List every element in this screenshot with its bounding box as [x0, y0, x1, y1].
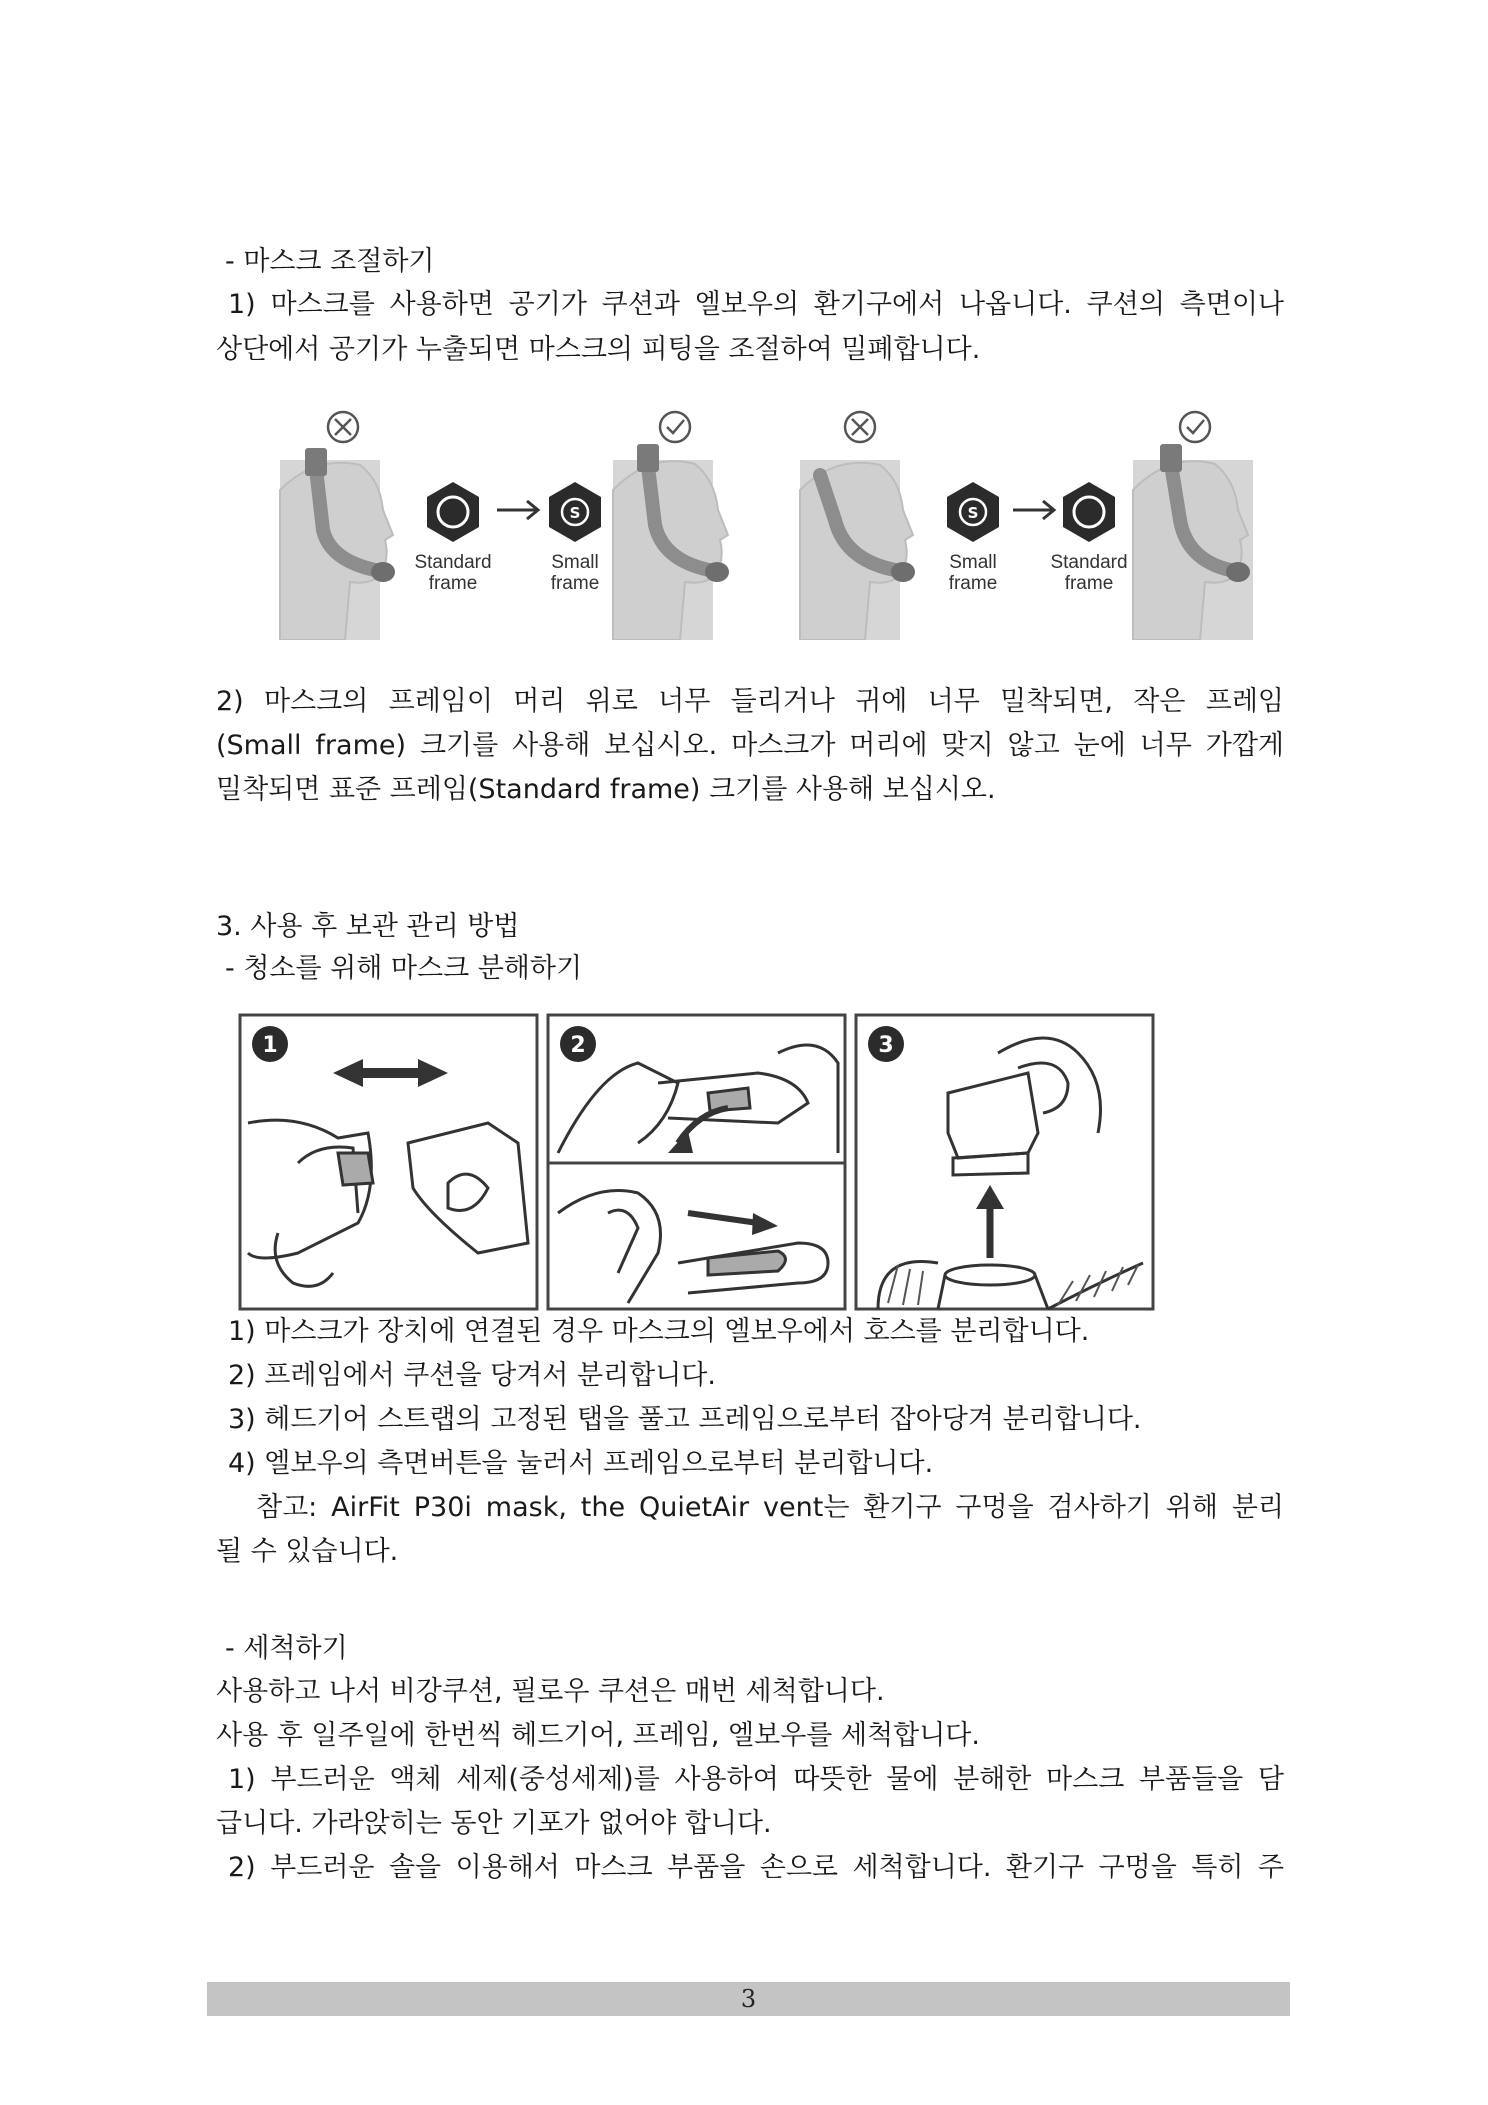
section-heading-adjust: - 마스크 조절하기 — [225, 246, 435, 277]
figure-label: Standard — [1050, 552, 1128, 573]
paragraph-line: 사용 후 일주일에 한번씩 헤드기어, 프레임, 엘보우를 세척합니다. — [216, 1720, 980, 1751]
section-heading-storage: 3. 사용 후 보관 관리 방법 — [216, 911, 520, 942]
figure-label: frame — [550, 573, 600, 594]
arrow-right-icon — [497, 501, 538, 519]
frame-fitting-figure — [275, 400, 1275, 640]
standard-frame-badge — [427, 482, 479, 542]
badge-letter: S — [569, 504, 581, 522]
small-frame-badge — [947, 482, 999, 542]
note-line: 참고: AirFit P30i mask, the QuietAir vent는 환기구 구멍을 검사하기 위해 분리 — [256, 1492, 1284, 1523]
check-circle-icon — [660, 412, 690, 442]
figure-label: Standard — [414, 552, 492, 573]
figure-label: frame — [1064, 573, 1114, 594]
badge-letter: S — [967, 504, 979, 522]
step-item: 2) 프레임에서 쿠션을 당겨서 분리합니다. — [228, 1360, 716, 1391]
paragraph-line: 상단에서 공기가 누출되면 마스크의 피팅을 조절하여 밀폐합니다. — [216, 334, 981, 365]
figure-label: frame — [428, 573, 478, 594]
figure-label: frame — [948, 573, 998, 594]
figure-label: Small — [551, 552, 599, 573]
paragraph-line: 1) 부드러운 액체 세제(중성세제)를 사용하여 따뜻한 물에 분해한 마스크 부품들을 담 — [228, 1764, 1284, 1795]
page-footer — [207, 1982, 1290, 2016]
paragraph-line: 밀착되면 표준 프레임(Standard frame) 크기를 사용해 보십시오. — [216, 774, 996, 805]
step-number: 1 — [262, 1033, 278, 1058]
step-item: 1) 마스크가 장치에 연결된 경우 마스크의 엘보우에서 호스를 분리합니다. — [228, 1316, 1090, 1347]
disassembly-steps-figure — [238, 1013, 1160, 1313]
figure-label: Small — [949, 552, 997, 573]
page-number: 3 — [740, 1985, 757, 2013]
step-number: 2 — [570, 1033, 586, 1058]
paragraph-line: 2) 마스크의 프레임이 머리 위로 너무 들리거나 귀에 너무 밀착되면, 작은 프레임 — [216, 686, 1284, 717]
section-heading-wash: - 세척하기 — [225, 1633, 348, 1664]
sub-heading-disassemble: - 청소를 위해 마스크 분해하기 — [225, 953, 583, 984]
step-item: 4) 엘보우의 측면버튼을 눌러서 프레임으로부터 분리합니다. — [228, 1448, 934, 1479]
cross-circle-icon — [328, 412, 358, 442]
cross-circle-icon — [845, 412, 875, 442]
arrow-right-icon — [1013, 501, 1054, 519]
standard-frame-badge — [1063, 482, 1115, 542]
step-item: 3) 헤드기어 스트랩의 고정된 탭을 풀고 프레임으로부터 잡아당겨 분리합니다. — [228, 1404, 1142, 1435]
note-line: 될 수 있습니다. — [216, 1536, 399, 1567]
step-number: 3 — [878, 1033, 894, 1058]
paragraph-line: 2) 부드러운 솔을 이용해서 마스크 부품을 손으로 세척합니다. 환기구 구멍을 특히 주 — [228, 1852, 1284, 1883]
small-frame-badge — [549, 482, 601, 542]
check-circle-icon — [1180, 412, 1210, 442]
paragraph-line: (Small frame) 크기를 사용해 보십시오. 마스크가 머리에 맞지 않고 눈에 너무 가깝게 — [216, 730, 1284, 761]
paragraph-line: 1) 마스크를 사용하면 공기가 쿠션과 엘보우의 환기구에서 나옵니다. 쿠션의 측면이나 — [228, 289, 1284, 320]
paragraph-line: 사용하고 나서 비강쿠션, 필로우 쿠션은 매번 세척합니다. — [216, 1676, 885, 1707]
paragraph-line: 급니다. 가라앉히는 동안 기포가 없어야 합니다. — [216, 1808, 772, 1839]
